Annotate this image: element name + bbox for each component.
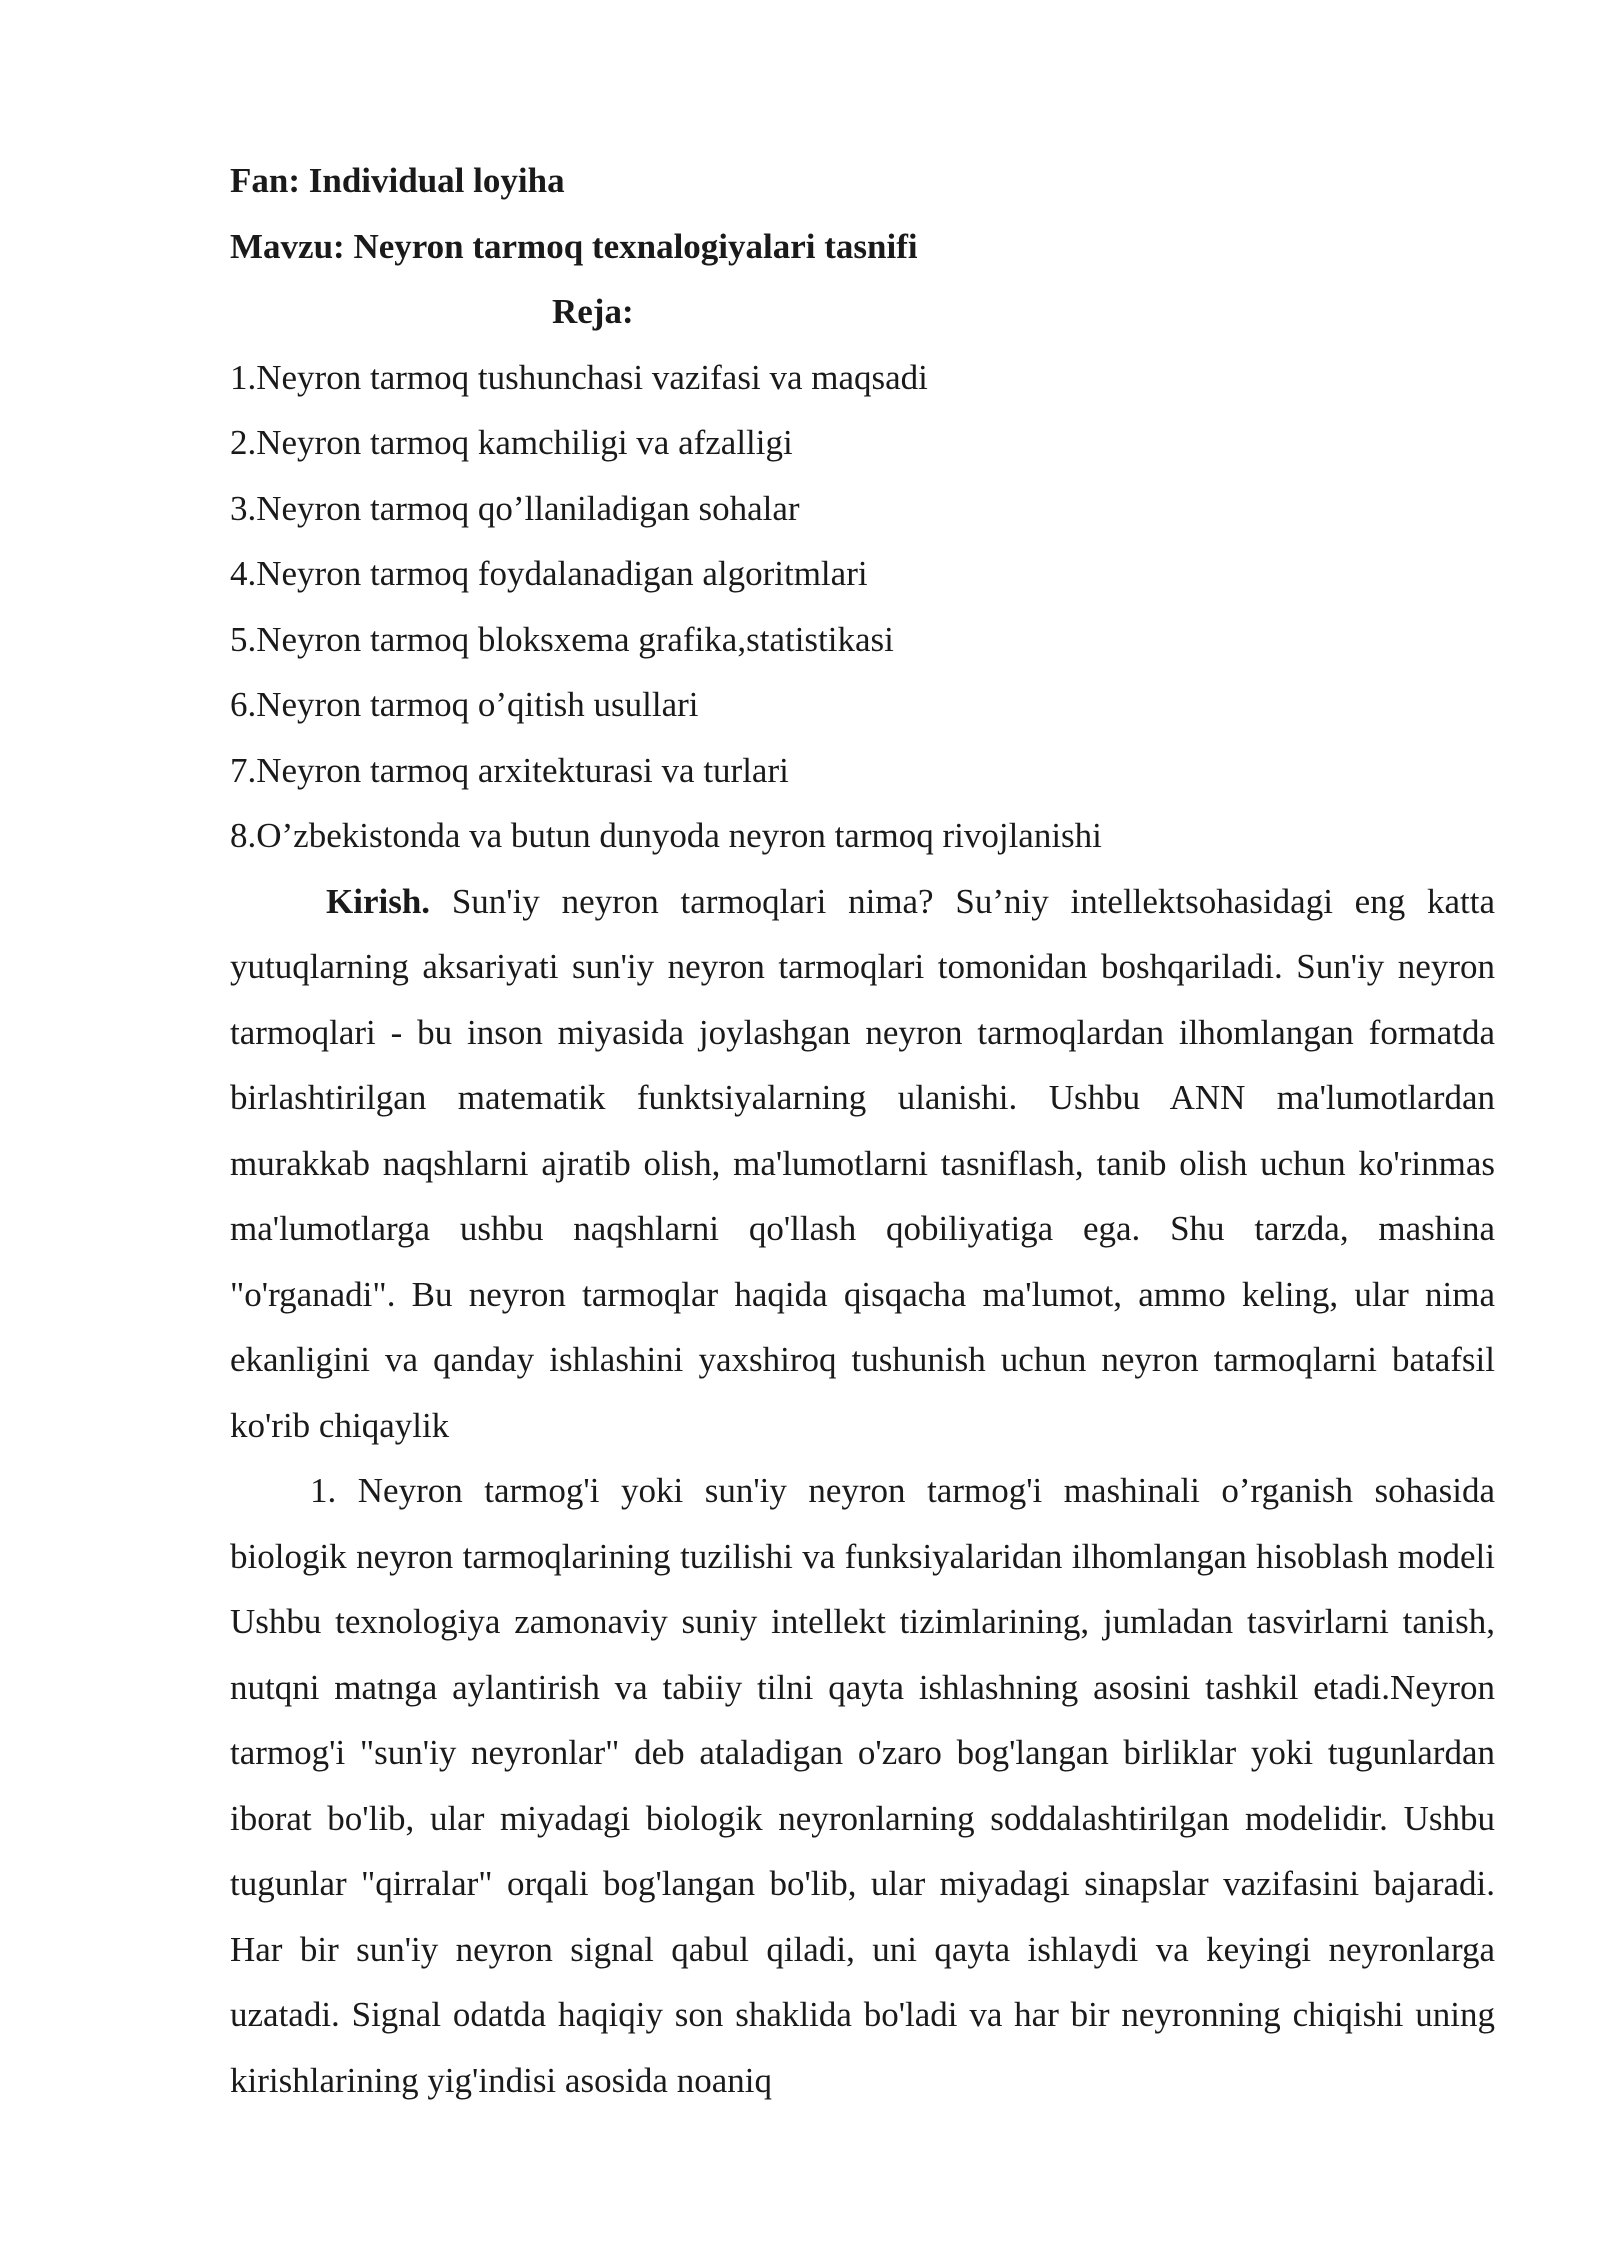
plan-item: 8.O’zbekistonda va butun dunyoda neyron tarmoq rivojlanishi — [230, 816, 1102, 855]
topic-heading: Mavzu: Neyron tarmoq texnalogiyalari tasnifi — [230, 226, 918, 266]
plan-item: 5.Neyron tarmoq bloksxema grafika,statistikasi — [230, 619, 894, 659]
plan-title: Reja: — [552, 292, 634, 331]
section-1-paragraph — [230, 1458, 1495, 2113]
plan-item: 7.Neyron tarmoq arxitekturasi va turlari — [230, 750, 789, 790]
plan-item: 1.Neyron tarmoq tushunchasi vazifasi va maqsadi — [230, 357, 928, 397]
plan-item: 4.Neyron tarmoq foydalanadigan algoritmlari — [230, 554, 868, 593]
plan-list — [230, 345, 1495, 869]
plan-item: 3.Neyron tarmoq qo’llaniladigan sohalar — [230, 488, 800, 528]
document-page — [230, 148, 1495, 2113]
plan-item: 2.Neyron tarmoq kamchiligi va afzalligi — [230, 423, 793, 462]
intro-text: Sun'iy neyron tarmoqlari nima? Su’niy intellektsohasidagi eng katta yutuqlarning aksariyati sun'iy neyron tarmoqlari tomonidan boshqariladi. Sun'iy neyron tarmoqlari - bu inson miyasida joylashgan neyron tarmoqlardan ilhomlangan formatda birlashtirilgan matematik funktsiyalarning ulanishi. Ushbu ANN ma'lumotlardan murakkab naqshlarni ajratib olish, ma'lumotlarni tasniflash, tanib olish uchun ko'rinmas ma'lumotlarga ushbu naqshlarni qo'llash qobiliyatiga ega. Shu tarzda, mashina "o'rganadi". Bu neyron tarmoqlar haqida qisqacha ma'lumot, ammo keling, ular nima ekanligini va qanday ishlashini yaxshiroq tushunish uchun neyron tarmoqlarni batafsil ko'rib chiqaylik — [230, 881, 1495, 1445]
section-1-text: Neyron tarmog'i yoki sun'iy neyron tarmog'i mashinali o’rganish sohasida biologik neyron tarmoqlarining tuzilishi va funksiyalaridan ilhomlangan hisoblash modeli Ushbu texnologiya zamonaviy suniy intellekt tizimlarining, jumladan tasvirlarni tanish, nutqni matnga aylantirish va tabiiy tilni qayta ishlashning asosini tashkil etadi.Neyron tarmog'i "sun'iy neyronlar" deb ataladigan o'zaro bog'langan birliklar yoki tugunlardan iborat bo'lib, ular miyadagi biologik neyronlarning soddalashtirilgan modelidir. Ushbu tugunlar "qirralar" orqali bog'langan bo'lib, ular miyadagi sinapslar vazifasini bajaradi. Har bir sun'iy neyron signal qabul qiladi, uni qayta ishlaydi va keyingi neyronlarga uzatadi. Signal odatda haqiqiy son shaklida bo'ladi va har bir neyronning chiqishi uning kirishlarining yig'indisi asosida noaniq — [230, 1471, 1495, 2100]
intro-paragraph — [230, 869, 1495, 1459]
section-1-number: 1. — [310, 1471, 337, 1510]
intro-lead: Kirish. — [326, 881, 431, 921]
plan-item: 6.Neyron tarmoq o’qitish usullari — [230, 685, 699, 724]
subject-heading: Fan: Individual loyiha — [230, 161, 565, 200]
